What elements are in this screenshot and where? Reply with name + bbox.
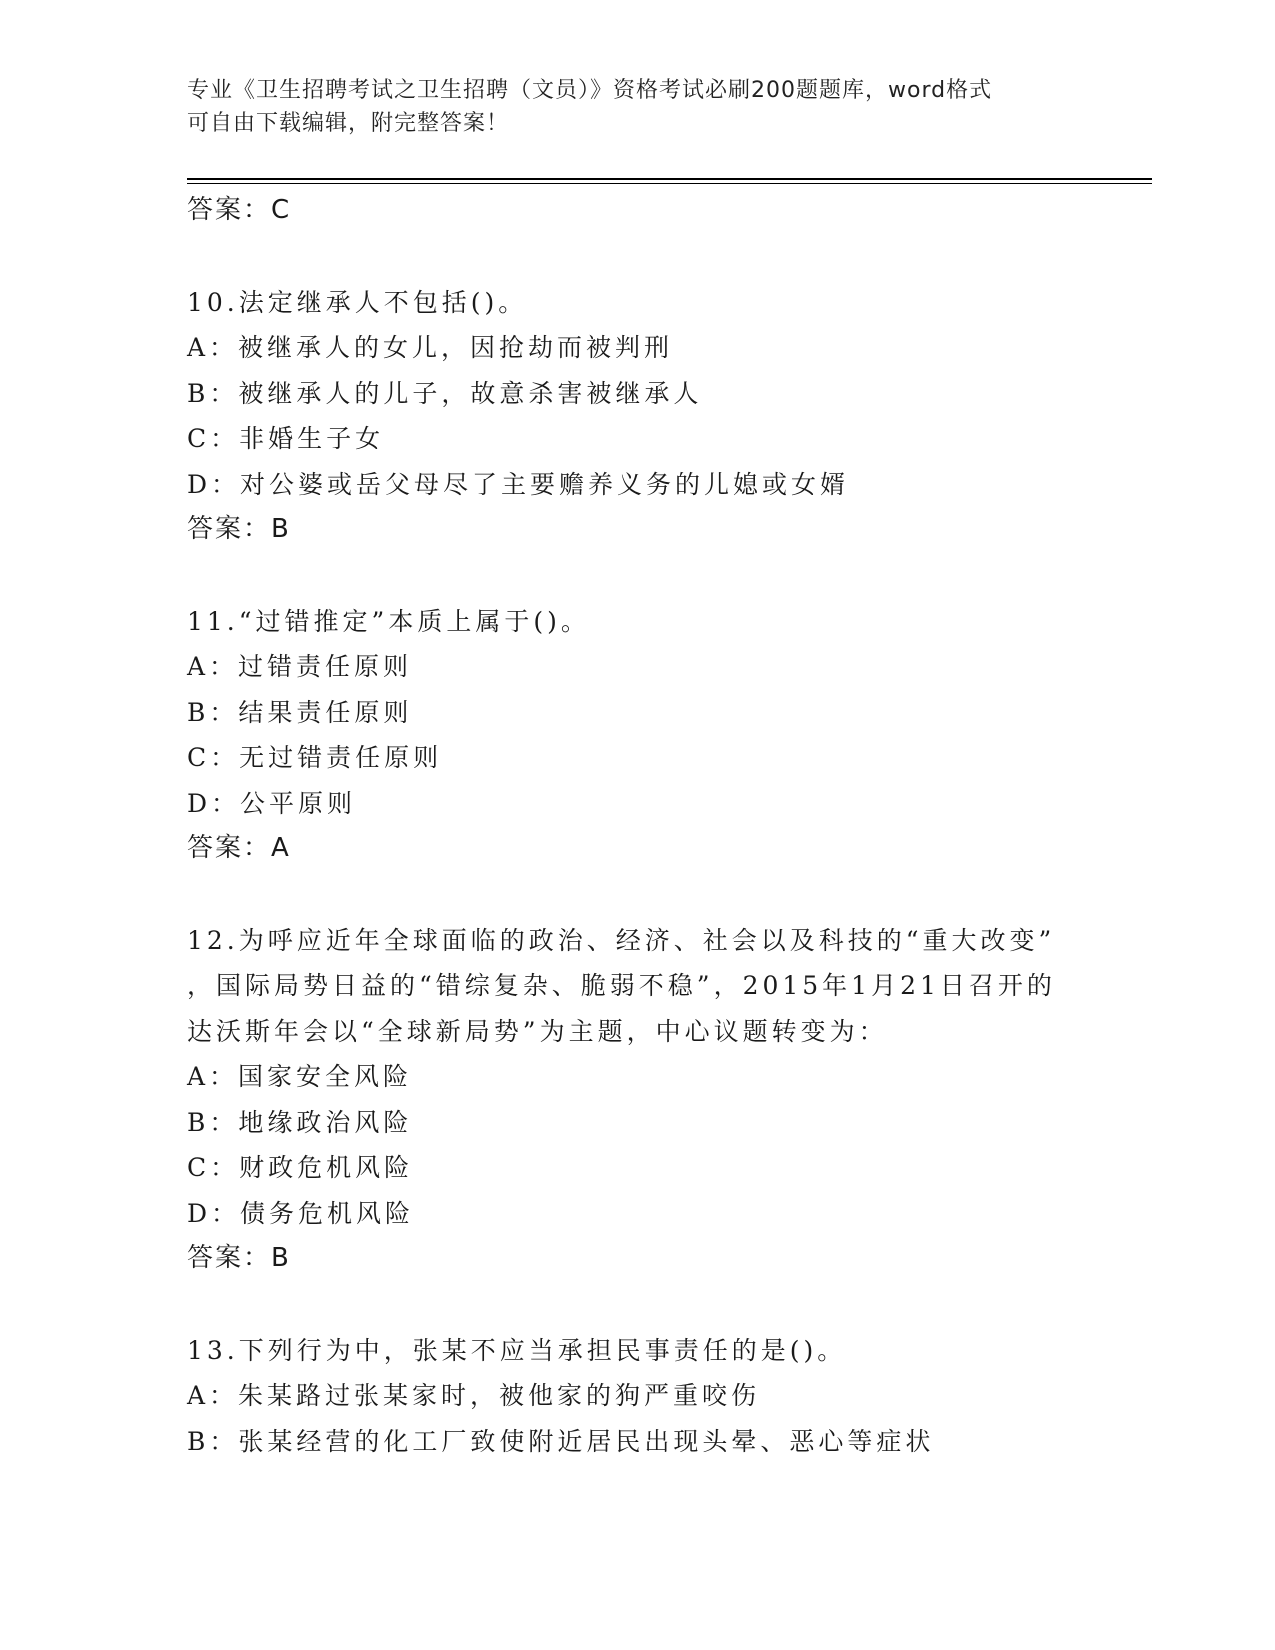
question-11-option-c: C：无过错责任原则: [187, 743, 443, 772]
spacer: [187, 872, 1152, 918]
header-rule-thin: [187, 183, 1152, 184]
question-10: [187, 280, 1152, 553]
question-12-option-d: D：债务危机风险: [187, 1198, 415, 1228]
question-10-option-c: C：非婚生子女: [187, 424, 385, 453]
question-12-stem-line-3: 达沃斯年会以“全球新局势”为主题，中心议题转变为：: [187, 1016, 888, 1046]
answer-11: 答案：A: [187, 833, 291, 863]
question-12-stem-line-1: 12.为呼应近年全球面临的政治、经济、社会以及科技的“重大改变”: [187, 925, 1056, 955]
question-13-option-b: B：张某经营的化工厂致使附近居民出现头晕、恶心等症状: [187, 1426, 935, 1456]
question-10-stem: 10.法定继承人不包括()。: [187, 287, 528, 317]
question-13: [187, 1328, 1152, 1465]
question-13-stem: 13.下列行为中，张某不应当承担民事责任的是()。: [187, 1335, 847, 1365]
spacer: [187, 553, 1152, 599]
question-12-option-a: A：国家安全风险: [187, 1062, 413, 1091]
spacer: [187, 234, 1152, 280]
header-line-1: 专业《卫生招聘考试之卫生招聘（文员）》资格考试必刷200题题库，word格式: [187, 78, 993, 103]
question-10-option-b: B：被继承人的儿子，故意杀害被继承人: [187, 378, 703, 408]
question-11-option-b: B：结果责任原则: [187, 697, 413, 727]
question-11-option-a: A：过错责任原则: [187, 652, 413, 681]
answer-10: 答案：B: [187, 514, 291, 544]
header-rule-thick: [187, 178, 1152, 180]
question-10-option-a: A：被继承人的女儿，因抢劫而被判刑: [187, 333, 674, 362]
question-11-stem: 11.“过错推定”本质上属于()。: [187, 606, 590, 636]
header-line-2: 可自由下载编辑，附完整答案！: [187, 111, 510, 136]
question-12: [187, 918, 1152, 1282]
answer-9: 答案：C: [187, 195, 292, 225]
document-header: [187, 74, 1087, 140]
question-12-stem-line-2: ，国际局势日益的“错综复杂、脆弱不稳”，2015年1月21日召开的: [187, 971, 1056, 1000]
answer-12: 答案：B: [187, 1243, 291, 1273]
question-12-option-c: C：财政危机风险: [187, 1153, 414, 1182]
question-13-option-a: A：朱某路过张某家时，被他家的狗严重咬伤: [187, 1381, 761, 1410]
question-list: [187, 188, 1152, 1464]
question-12-option-b: B：地缘政治风险: [187, 1107, 413, 1137]
question-11: [187, 599, 1152, 872]
question-11-option-d: D：公平原则: [187, 788, 357, 818]
spacer: [187, 1282, 1152, 1328]
question-10-option-d: D：对公婆或岳父母尽了主要赡养义务的儿媳或女婿: [187, 469, 850, 499]
